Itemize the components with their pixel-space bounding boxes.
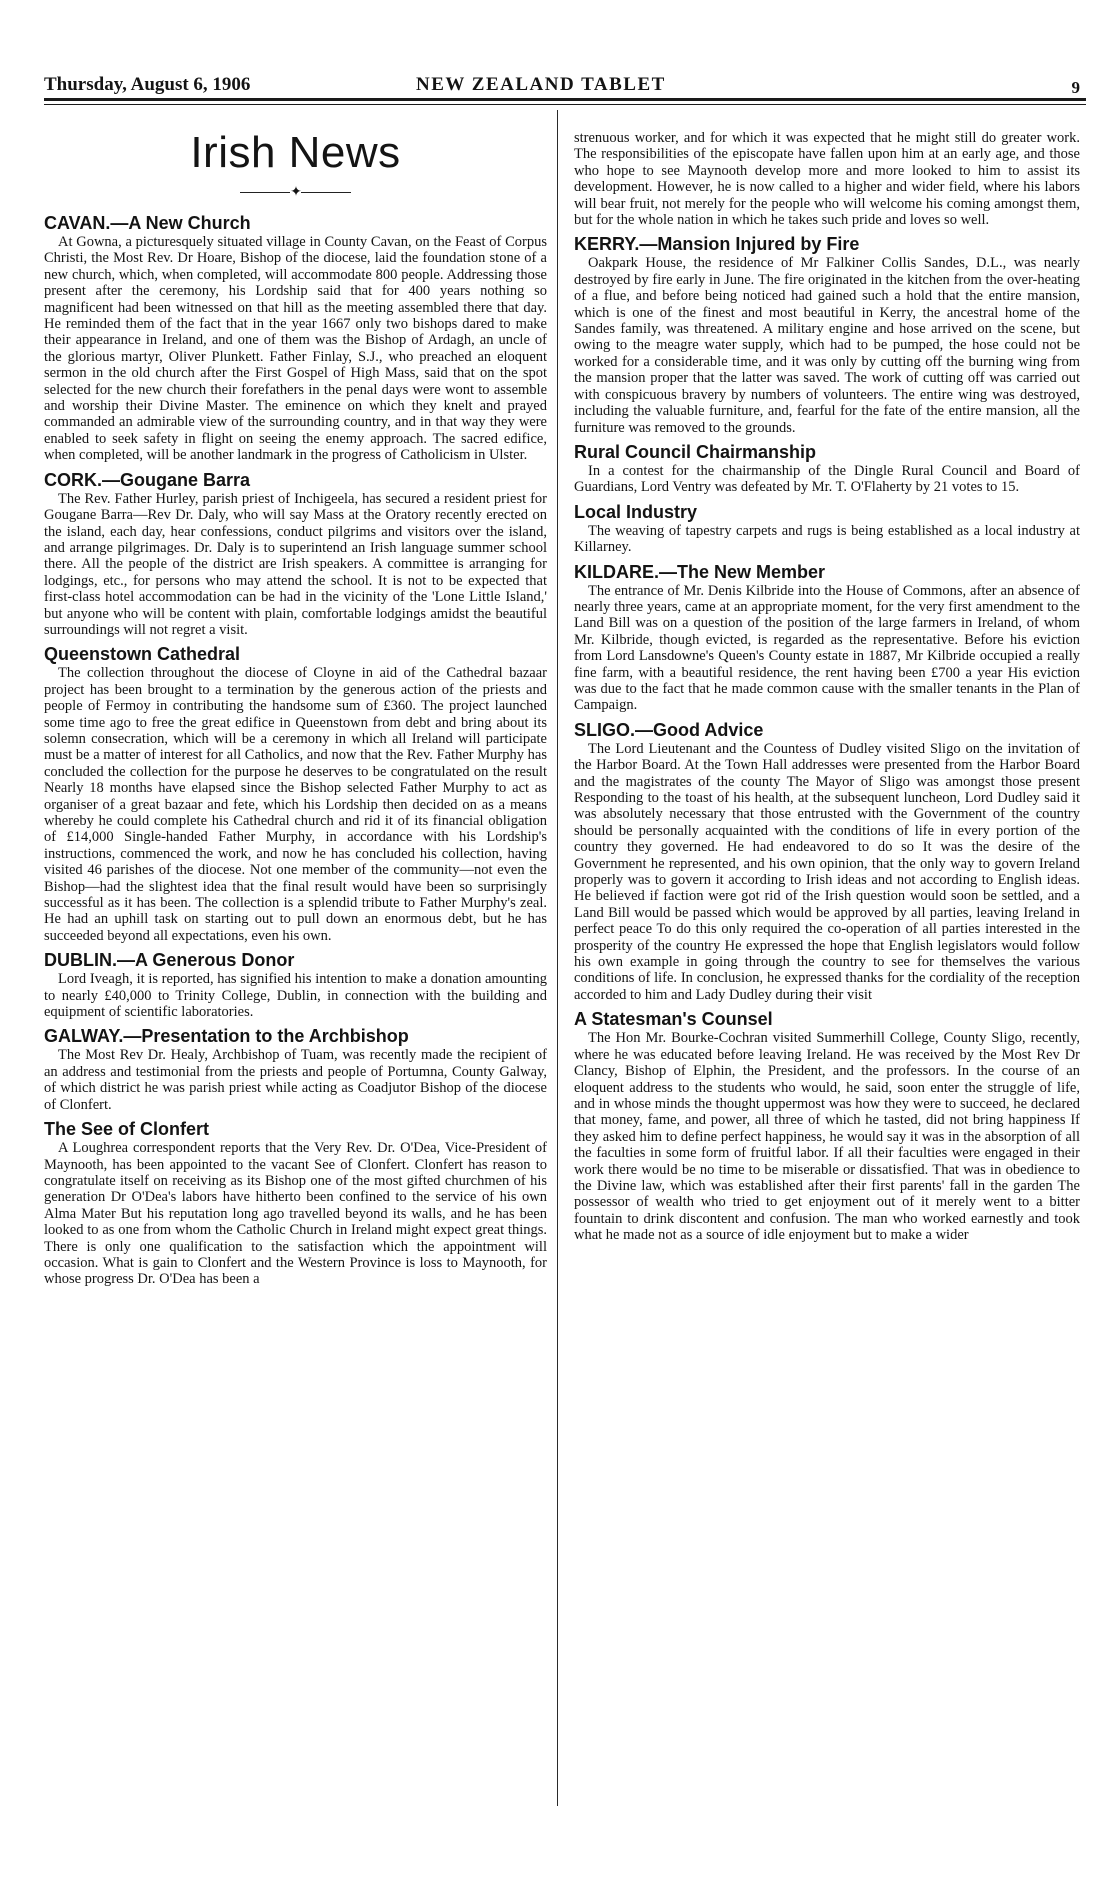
article-body: Oakpark House, the residence of Mr Falkiner Collis Sandes, D.L., was nearly destroyed by fire early in June. The fire originated in the kitchen from the over-heating of a flue, and before being noticed had gained such a hold that the entire mansion, which is one of the finest and most beautiful in Kerry, the ancestral home of the Sandes family, was threatened. A military engine and hose arrived on the scene, but owing to the meagre water supply, which had to be pumped, the hose could not be worked for a considerable time, and it was only by cutting off the burning wing from the mansion proper that the latter was saved. The work of cutting off was carried out with conspicuous bravery by numbers of volunteers. The entire wing was destroyed, including the valuable furniture, and, fearful for the fate of the entire mansion, all the furniture was removed to the grounds. xyxy=(574,255,1080,436)
article-body: The weaving of tapestry carpets and rugs is being established as a local industry at Killarney. xyxy=(574,522,1080,556)
article-heading: The See of Clonfert xyxy=(44,1119,210,1140)
article-heading: CORK.—Gougane Barra xyxy=(44,469,251,490)
article-galway xyxy=(44,1026,547,1113)
article-heading: A Statesman's Counsel xyxy=(574,1009,773,1030)
article-dublin xyxy=(44,950,547,1020)
article-heading: Rural Council Chairmanship xyxy=(574,441,817,462)
article-body: The Hon Mr. Bourke-Cochran visited Summerhill College, County Sligo, recently, where he was educated before leaving Ireland. He was received by the Most Rev Dr Clancy, Bishop of Elphin, the President, and the professors. In the course of an eloquent address to the students who would, he said, soon enter the struggle of life, and in whose minds the thought uppermost was how they were to succeed, he declared that money, fame, and power, all three of which he tasted, did not bring happiness If they asked him to define perfect happiness, he would say it was in the absorption of all the faculties in some form of fruitful labor. If all their faculties were engaged in their work there would be no time to be miserable or dissatisfied. That was in obedience to the Divine law, which was established after their first parents' fall in the garden The possessor of wealth who tried to get enjoyment out of it merely went to a bitter fountain to drink discontent and confusion. The man who worked earnestly and took what he made not as a source of idle enjoyment but to make a wider xyxy=(574,1030,1080,1244)
article-kildare xyxy=(574,562,1080,714)
ornament-divider: ✦ xyxy=(44,184,547,201)
article-body: The Rev. Father Hurley, parish priest of Inchigeela, has secured a resident priest for Gougane Barra—Rev Dr. Daly, who will say Mass at the Oratory recently erected on the island, each day, hear confessions, conduct pilgrims and visitors over the island, and arrange pilgrimages. Dr. Daly is to superintend an Irish language summer school there. All the people of the district are Irish speakers. A committee is arranging for lodgings, etc., for persons who may attend the school. It is not to be expected that first-class hotel accommodation can be had in the vicinity of the 'Lone Little Island,' but anyone who will be content with plain, comfortable lodgings amidst the beautiful surroundings will not regret a visit. xyxy=(44,490,547,638)
article-body: Lord Iveagh, it is reported, has signified his intention to make a donation amounting to nearly £40,000 to Trinity College, Dublin, in connection with the building and equipment of scientific laboratories. xyxy=(44,971,547,1021)
right-column xyxy=(574,130,1080,1250)
page-number: 9 xyxy=(1071,78,1080,97)
article-sligo xyxy=(574,720,1080,1004)
masthead-rule xyxy=(44,98,1086,101)
issue-date: Thursday, August 6, 1906 xyxy=(44,74,251,95)
masthead xyxy=(44,72,1084,100)
article-body: strenuous worker, and for which it was expected that he might still do greater work. The responsibilities of the episcopate have fallen upon him at an early age, and those who hope to see Maynooth develop more and more looked to him to assist its development. However, he is now called to a higher and wider field, where his labors will bear fruit, not merely for the people who will welcome his coming amongst them, but for the whole nation in which he takes such pride and loves so well. xyxy=(574,130,1080,229)
article-queenstown xyxy=(44,644,547,944)
article-body: The Lord Lieutenant and the Countess of Dudley visited Sligo on the invitation of the Harbor Board. At the Town Hall addresses were presented from the Harbor Board and the magistrates of the county The Mayor of Sligo was amongst those present Responding to the toast of his health, at the subsequent luncheon, Lord Dudley said it was absolutely necessary that those entrusted with the Government of the country should be personally acquainted with the conditions of life in every portion of the country they governed. He had endeavored to do so It was the desire of the Government he represented, and his own opinion, that the only way to govern Ireland properly was to govern it according to Irish ideas and not according to English ideas. He believed if faction were got rid of the Irish question would soon be settled, and a Land Bill would be passed which would be approved by all parties, leaving Ireland in perfect peace To do this only required the co-operation of all parties interested in the prosperity of the country He expressed the hope that English legislators would follow his own example in going through the country to see for themselves the various conditions of life. In conclusion, he expressed thanks for the cordiality of the reception accorded to him and Lady Dudley during their visit xyxy=(574,740,1080,1003)
article-body: In a contest for the chairmanship of the Dingle Rural Council and Board of Guardians, Lord Ventry was defeated by Mr. T. O'Flaherty by 21 votes to 15. xyxy=(574,462,1080,496)
article-kerry xyxy=(574,234,1080,435)
article-heading: SLIGO.—Good Advice xyxy=(574,719,764,740)
left-column xyxy=(44,120,547,1294)
article-body: At Gowna, a picturesquely situated village in County Cavan, on the Feast of Corpus Christi, the Most Rev. Dr Hoare, Bishop of the diocese, laid the foundation stone of a new church, which, when completed, will accommodate 800 people. Addressing those present after the ceremony, his Lordship said that for 400 years nothing so magnificent had been witnessed on that hill as the meeting assembled there that day. He reminded them of the fact that in the year 1667 only two bishops dared to make their appearance in Ireland, and one of them was the Bishop of Ardagh, an uncle of the glorious martyr, Oliver Plunkett. Father Finlay, S.J., who preached an eloquent sermon in the old church after the First Gospel of High Mass, said that on the spot selected for the new church their forefathers in the penal days were wont to assemble and worship their Divine Master. The eminence on which they knelt and prayed commanded an admirable view of the surrounding country, and in that way they were enabled to seek safety in flight on seeing the enemy approach. The sacred edifice, when completed, will be another landmark in the progress of Catholicism in Ulster. xyxy=(44,234,547,464)
publication-title: NEW ZEALAND TABLET xyxy=(416,74,666,95)
article-heading: KERRY.—Mansion Injured by Fire xyxy=(574,234,860,255)
article-body: A Loughrea correspondent reports that the Very Rev. Dr. O'Dea, Vice-President of Maynooth, has been appointed to the vacant See of Clonfert. Clonfert has reason to congratulate itself on receiving as its Bishop one of the most gifted churchmen of his generation Dr O'Dea's labors have hitherto been confined to the service of his own Alma Mater But his reputation long ago travelled beyond its walls, and he has been looked to as one from whom the Catholic Church in Ireland might expect great things. There is only one qualification to the satisfaction which the appointment will occasion. What is gain to Clonfert and the Western Province is loss to Maynooth, for whose progress Dr. O'Dea has been a xyxy=(44,1140,547,1288)
article-cork xyxy=(44,470,547,639)
article-heading: DUBLIN.—A Generous Donor xyxy=(44,950,295,971)
article-clonfert xyxy=(44,1119,547,1288)
article-body: The collection throughout the diocese of Cloyne in aid of the Cathedral bazaar project has been brought to a termination by the generous action of the priests and people of Fermoy in contributing the handsome sum of £360. The project launched some time ago to free the great edifice in Queenstown from debt and bring about its solemn consecration, which will be a ceremony in which all Ireland will participate must be a matter of interest for all Catholics, and now that the Rev. Father Murphy has concluded the collection for the purpose he deserves to be congratulated on the result Nearly 18 months have elapsed since the Bishop selected Father Murphy to act as organiser of a great bazaar and fete, which his Lordship then decided on as a means whereby he could complete his Cathedral church and rid it of its financial obligation of £14,000 Single-handed Father Murphy, in accordance with his Lordship's instructions, commenced the work, and now he has concluded his collection, having visited 46 parishes of the diocese. Not one member of the community—not even the Bishop—had the slightest idea that the final result would have been so surprisingly successful as it has been. The collection is a splendid tribute to Father Murphy's zeal. He had an uphill task on starting out to pull down an enormous debt, but he has succeeded beyond all expectations, even his own. xyxy=(44,665,547,944)
column-divider xyxy=(557,110,558,1806)
section-title: Irish News xyxy=(190,128,401,177)
article-heading: KILDARE.—The New Member xyxy=(574,561,826,582)
article-cavan xyxy=(44,213,547,464)
article-heading: Local Industry xyxy=(574,501,698,522)
article-body: The Most Rev Dr. Healy, Archbishop of Tuam, was recently made the recipient of an address and testimonial from the priests and people of Portumna, County Galway, of which district he was parish priest while acting as Coadjutor Bishop of the diocese of Clonfert. xyxy=(44,1047,547,1113)
masthead-rule-thin xyxy=(44,104,1086,105)
article-statesman xyxy=(574,1009,1080,1243)
article-local-industry xyxy=(574,502,1080,556)
article-heading: GALWAY.—Presentation to the Archbishop xyxy=(44,1026,409,1047)
article-heading: Queenstown Cathedral xyxy=(44,644,241,665)
article-body: The entrance of Mr. Denis Kilbride into the House of Commons, after an absence of nearly three years, came at an appropriate moment, for the very first amendment to the Land Bill was on a question of the position of the large farmers in Ireland, of whom Mr. Kilbride, though evicted, is regarded as the representative. Before his eviction from Lord Lansdowne's Queen's County estate in 1887, Mr Kilbride occupied a really fine farm, with a beautiful residence, the rent having been £700 a year His eviction was due to the fact that he made common cause with the smaller tenants in the Plan of Campaign. xyxy=(574,582,1080,714)
article-heading: CAVAN.—A New Church xyxy=(44,213,251,233)
article-clonfert-continued xyxy=(574,130,1080,228)
article-rural-council xyxy=(574,442,1080,496)
